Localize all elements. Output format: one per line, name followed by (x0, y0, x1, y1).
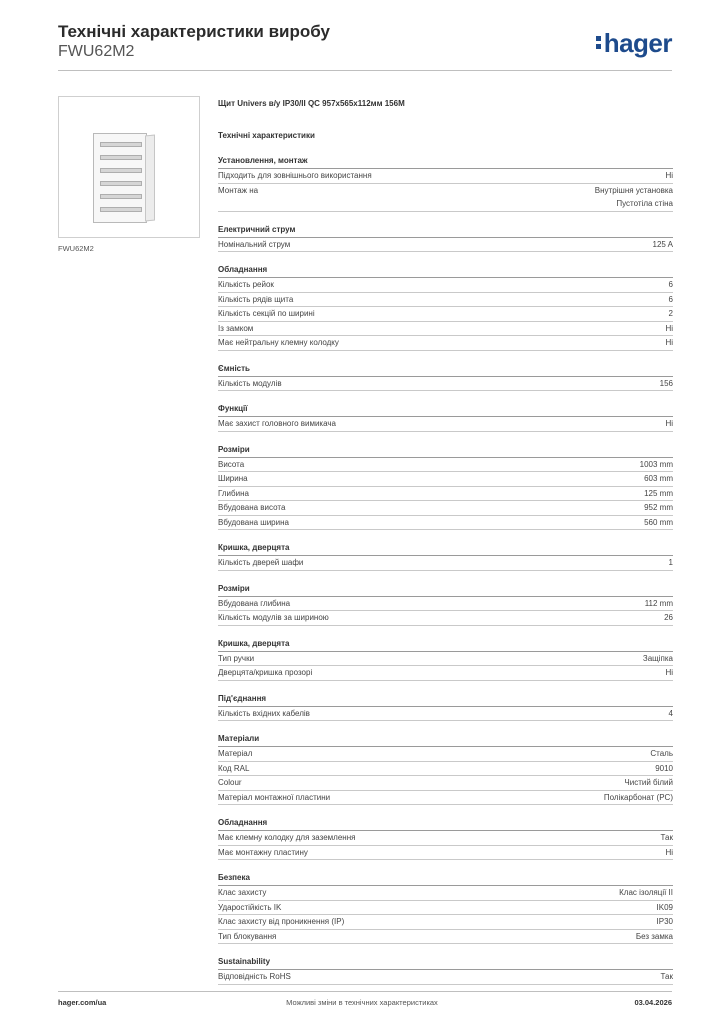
spec-value: Ні (665, 171, 673, 180)
spec-value: IP30 (656, 917, 673, 926)
spec-row (218, 846, 673, 861)
spec-label: Кількість вхідних кабелів (218, 708, 310, 718)
spec-row (218, 307, 673, 322)
logo-text: hager (603, 28, 672, 58)
spec-label: Кількість рядів щита (218, 294, 294, 304)
spec-value: Защіпка (642, 653, 673, 663)
spec-section (218, 264, 673, 351)
spec-row (218, 597, 673, 612)
spec-row (218, 831, 673, 846)
spec-row (218, 776, 673, 791)
spec-section (218, 403, 673, 432)
footer-date: 03.04.2026 (634, 998, 672, 1007)
spec-label: Вбудована ширина (218, 517, 289, 527)
spec-section (218, 155, 673, 212)
spec-label: Глибина (218, 488, 249, 498)
section-title: Матеріали (218, 733, 673, 747)
spec-value: Ні (665, 668, 673, 677)
spec-value: 6 (668, 294, 673, 304)
spec-sections (218, 155, 673, 985)
spec-content (218, 96, 673, 985)
spec-section (218, 693, 673, 722)
spec-label: Підходить для зовнішнього використання (218, 171, 372, 180)
spec-row (218, 293, 673, 308)
section-title: Розміри (218, 583, 673, 597)
spec-row (218, 886, 673, 901)
spec-section (218, 444, 673, 531)
header-divider (58, 70, 672, 71)
spec-row (218, 238, 673, 253)
section-title: Обладнання (218, 264, 673, 278)
spec-label: Кількість модулів (218, 378, 282, 388)
spec-value: 6 (668, 280, 673, 289)
spec-label: Має монтажну пластину (218, 847, 308, 857)
spec-value: Полікарбонат (PC) (603, 792, 673, 802)
spec-label: Кількість секцій по ширині (218, 309, 315, 318)
spec-row (218, 762, 673, 777)
document-header (58, 22, 330, 62)
spec-row (218, 417, 673, 432)
section-title: Установлення, монтаж (218, 155, 673, 169)
product-image (58, 96, 200, 238)
spec-row (218, 652, 673, 667)
spec-label: Код RAL (218, 763, 250, 773)
section-title: Розміри (218, 444, 673, 458)
spec-row (218, 516, 673, 531)
spec-row (218, 666, 673, 681)
spec-value: Клас ізоляції II (619, 888, 673, 897)
spec-value: Так (660, 833, 673, 842)
spec-label: Відповідність RoHS (218, 972, 291, 981)
spec-section (218, 363, 673, 392)
spec-label: Кількість дверей шафи (218, 558, 304, 567)
spec-value: 1003 mm (639, 459, 673, 469)
spec-label: Colour (218, 778, 242, 787)
spec-label: Вбудована глибина (218, 598, 291, 608)
spec-label: Кількість модулів за шириною (218, 613, 329, 622)
spec-value: 112 mm (644, 598, 673, 608)
image-caption: FWU62M2 (58, 244, 94, 253)
spec-section (218, 817, 673, 860)
spec-row (218, 336, 673, 351)
spec-section (218, 224, 673, 253)
spec-value: Сталь (650, 749, 673, 758)
spec-value: 4 (668, 708, 673, 718)
spec-row (218, 169, 673, 184)
spec-label: Клас захисту від проникнення (IP) (218, 917, 345, 926)
spec-label: Кількість рейок (218, 280, 274, 289)
spec-value: 1 (668, 558, 673, 567)
spec-row (218, 487, 673, 502)
spec-row (218, 915, 673, 930)
spec-label: Матеріал монтажної пластини (218, 792, 331, 802)
spec-row (218, 970, 673, 985)
spec-label: Тип ручки (218, 653, 255, 663)
spec-row (218, 747, 673, 762)
spec-row (218, 458, 673, 473)
spec-value: 125 mm (644, 488, 673, 498)
spec-row (218, 791, 673, 806)
spec-value: 9010 (655, 763, 673, 773)
spec-label: Тип блокування (218, 931, 277, 941)
spec-row (218, 501, 673, 516)
spec-row (218, 184, 673, 212)
section-title: Sustainability (218, 956, 673, 970)
spec-value: Ні (665, 338, 673, 347)
spec-row (218, 556, 673, 571)
spec-section (218, 638, 673, 681)
spec-label: Номінальний струм (218, 239, 291, 249)
spec-label: Із замком (218, 323, 254, 333)
spec-label: Клас захисту (218, 888, 267, 897)
product-title: Щит Univers в/у IP30/II QC 957x565x112мм 156M (218, 99, 405, 108)
spec-label: Висота (218, 459, 245, 469)
spec-section (218, 583, 673, 626)
spec-value: 2 (668, 309, 673, 318)
spec-row (218, 322, 673, 337)
section-title: Електричний струм (218, 224, 673, 238)
product-code: FWU62M2 (58, 43, 135, 60)
spec-label: Ширина (218, 474, 248, 483)
spec-label: Має клемну колодку для заземлення (218, 833, 356, 842)
spec-label: Має захист головного вимикача (218, 419, 336, 428)
footer-divider (58, 991, 672, 992)
spec-value: 156 (659, 378, 673, 388)
hager-logo (596, 28, 672, 59)
spec-value: 26 (664, 613, 673, 622)
section-title: Під'єднання (218, 693, 673, 707)
footer-website[interactable]: hager.com/ua (58, 998, 107, 1007)
footer-notice: Можливі зміни в технічних характеристиках (286, 998, 438, 1007)
section-title: Ємність (218, 363, 673, 377)
spec-row (218, 611, 673, 626)
spec-row (218, 930, 673, 945)
spec-row (218, 707, 673, 722)
spec-value: 952 mm (644, 503, 673, 512)
spec-label: Матеріал (218, 749, 253, 758)
spec-value: Ні (665, 419, 673, 428)
spec-value: 560 mm (644, 517, 673, 527)
spec-label: Дверцята/кришка прозорі (218, 668, 313, 677)
spec-value: 125 A (652, 239, 673, 249)
spec-value: Без замка (635, 931, 673, 941)
spec-value: 603 mm (644, 474, 673, 483)
spec-label: Монтаж на (218, 185, 259, 195)
section-title: Безпека (218, 872, 673, 886)
section-title: Кришка, дверцята (218, 638, 673, 652)
page-title: Технічні характеристики виробу (58, 22, 330, 41)
spec-value: Так (660, 972, 673, 981)
section-title: Функції (218, 403, 673, 417)
spec-section (218, 872, 673, 944)
spec-section (218, 733, 673, 805)
distribution-cabinet-image (93, 133, 157, 223)
spec-label: Вбудована висота (218, 503, 286, 512)
spec-row (218, 278, 673, 293)
spec-value: Ні (665, 323, 673, 333)
spec-label: Ударостійкість IK (218, 902, 282, 912)
spec-section (218, 956, 673, 985)
spec-value: Внутрішня установка Пустотіла стіна (594, 185, 673, 208)
spec-row (218, 472, 673, 487)
section-title: Кришка, дверцята (218, 542, 673, 556)
spec-section (218, 542, 673, 571)
spec-row (218, 901, 673, 916)
spec-value: IK09 (656, 902, 673, 912)
spec-label: Має нейтральну клемну колодку (218, 338, 339, 347)
spec-value: Ні (665, 847, 673, 857)
section-title: Обладнання (218, 817, 673, 831)
spec-row (218, 377, 673, 392)
spec-heading: Технічні характеристики (218, 131, 315, 140)
spec-value: Чистий білий (624, 778, 673, 787)
